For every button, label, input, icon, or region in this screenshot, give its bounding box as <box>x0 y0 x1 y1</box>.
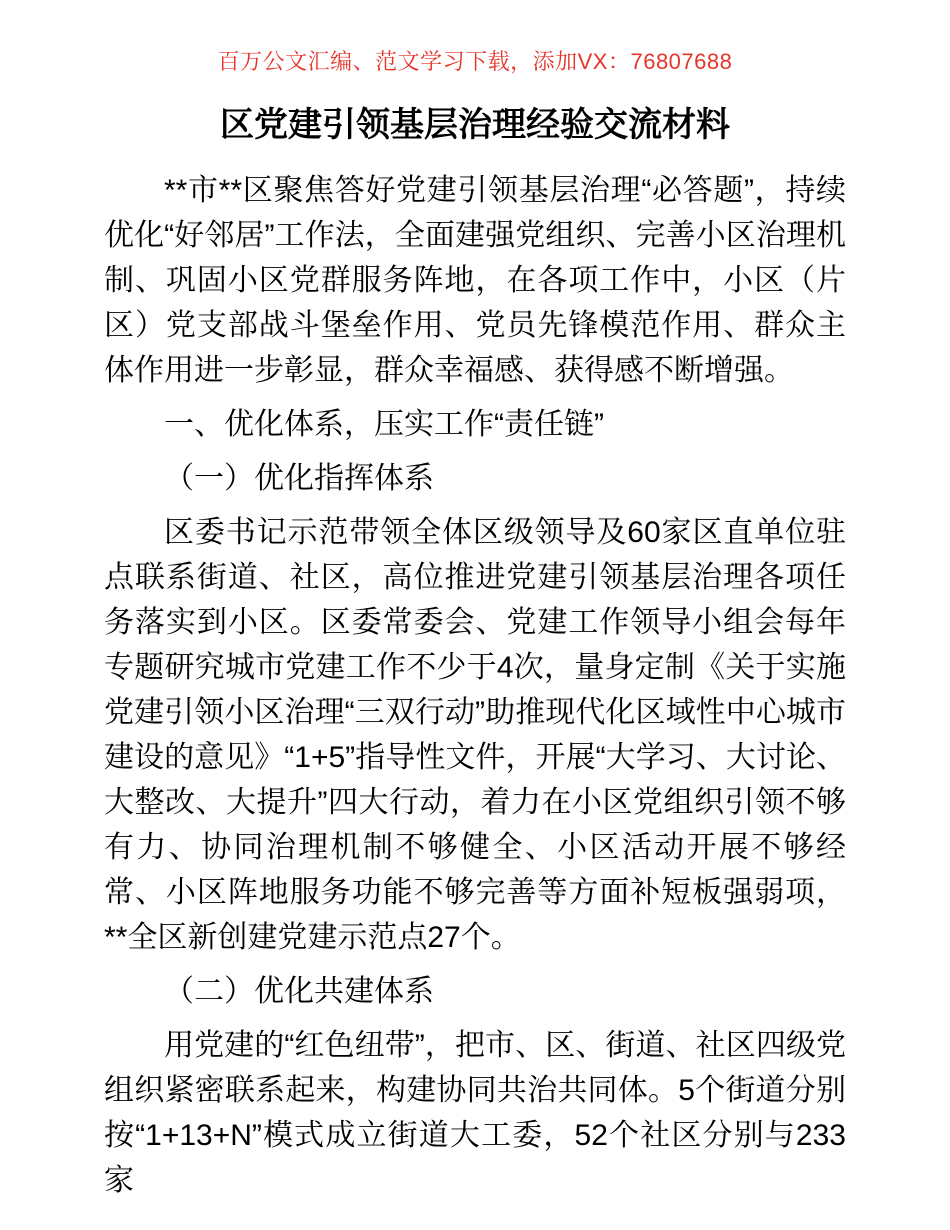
promo-header-text: 百万公文汇编、范文学习下载，添加VX：76807688 <box>217 49 733 74</box>
section-heading-1: 一、优化体系，压实工作“责任链” <box>164 408 604 441</box>
document-body <box>104 168 846 1203</box>
subsection-heading-1-1: （一）优化指挥体系 <box>164 462 434 495</box>
paragraph-intro: **市**区聚焦答好党建引领基层治理“必答题”，持续优化“好邻居”工作法，全面建强党组织、完善小区治理机制、巩固小区党群服务阵地，在各项工作中，小区（片区）党支部战斗堡垒作用、党员先锋模范作用、群众主体作用进一步彰显，群众幸福感、获得感不断增强。 <box>104 174 846 387</box>
document-title: 区党建引领基层治理经验交流材料 <box>220 106 730 144</box>
paragraph-command-system: 区委书记示范带领全体区级领导及60家区直单位驻点联系街道、社区，高位推进党建引领基层治理各项任务落实到小区。区委常委会、党建工作领导小组会每年专题研究城市党建工作不少于4次，量身定制《关于实施党建引领小区治理“三双行动”助推现代化区域性中心城市建设的意见》“1+5”指导性文件，开展“大学习、大讨论、大整改、大提升”四大行动，着力在小区党组织引领不够有力、协同治理机制不够健全、小区活动开展不够经常、小区阵地服务功能不够完善等方面补短板强弱项，**全区新创建党建示范点27个。 <box>104 516 846 954</box>
subsection-heading-1-2: （二）优化共建体系 <box>164 975 434 1008</box>
paragraph-co-construction: 用党建的“红色纽带”，把市、区、街道、社区四级党组织紧密联系起来，构建协同共治共同体。5个街道分别按“1+13+N”模式成立街道大工委，52个社区分别与233家 <box>104 1029 846 1197</box>
